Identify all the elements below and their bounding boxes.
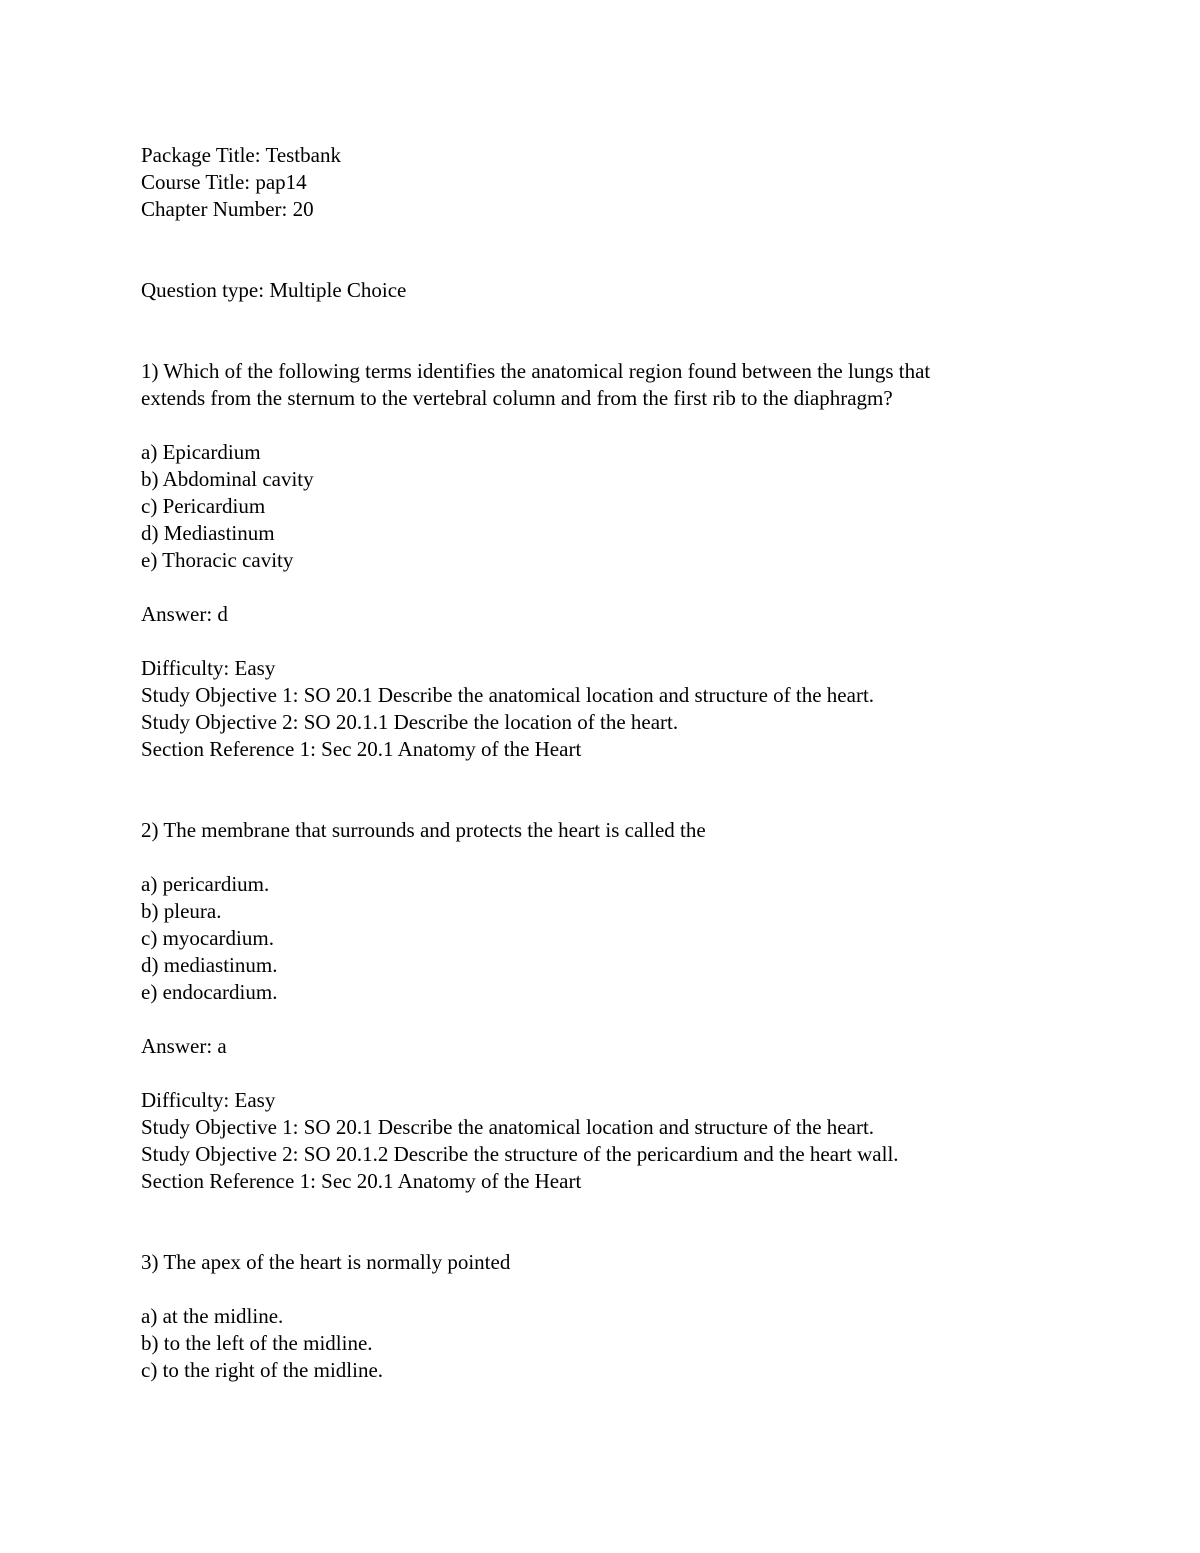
spacer	[141, 844, 1061, 871]
spacer	[141, 628, 1061, 655]
chapter-number: Chapter Number: 20	[141, 197, 314, 221]
package-title: Package Title: Testbank	[141, 143, 341, 167]
question-stem: extends from the sternum to the vertebral column and from the first rib to the diaphragm?	[141, 386, 893, 410]
difficulty: Difficulty: Easy	[141, 1088, 276, 1112]
question-2	[141, 817, 1061, 1195]
question-1	[141, 358, 1061, 763]
answer-option: d) Mediastinum	[141, 521, 275, 545]
spacer	[141, 763, 1061, 817]
study-objective-1: Study Objective 1: SO 20.1 Describe the anatomical location and structure of the heart.	[141, 1115, 875, 1139]
spacer	[141, 223, 1061, 277]
study-objective-2: Study Objective 2: SO 20.1.2 Describe the structure of the pericardium and the heart wall.	[141, 1142, 899, 1166]
answer-option: a) pericardium.	[141, 872, 270, 896]
question-type: Question type: Multiple Choice	[141, 278, 407, 302]
answer-option: c) to the right of the midline.	[141, 1358, 384, 1382]
answer-option: b) pleura.	[141, 899, 222, 923]
section-reference-1: Section Reference 1: Sec 20.1 Anatomy of the Heart	[141, 1169, 582, 1193]
question-stem: 3) The apex of the heart is normally pointed	[141, 1250, 511, 1274]
section-reference-1: Section Reference 1: Sec 20.1 Anatomy of the Heart	[141, 737, 582, 761]
answer-option: c) myocardium.	[141, 926, 274, 950]
spacer	[141, 1006, 1061, 1033]
answer-option: d) mediastinum.	[141, 953, 278, 977]
spacer	[141, 412, 1061, 439]
spacer	[141, 1276, 1061, 1303]
answer-option: e) endocardium.	[141, 980, 278, 1004]
answer-option: e) Thoracic cavity	[141, 548, 294, 572]
answer-key: Answer: a	[141, 1034, 227, 1058]
answer-option: a) Epicardium	[141, 440, 261, 464]
study-objective-2: Study Objective 2: SO 20.1.1 Describe the location of the heart.	[141, 710, 679, 734]
document-content	[141, 142, 1061, 1384]
course-title: Course Title: pap14	[141, 170, 307, 194]
question-3	[141, 1249, 1061, 1384]
answer-option: b) to the left of the midline.	[141, 1331, 373, 1355]
spacer	[141, 574, 1061, 601]
answer-option: a) at the midline.	[141, 1304, 284, 1328]
answer-option: b) Abdominal cavity	[141, 467, 314, 491]
spacer	[141, 1060, 1061, 1087]
spacer	[141, 304, 1061, 358]
study-objective-1: Study Objective 1: SO 20.1 Describe the anatomical location and structure of the heart.	[141, 683, 875, 707]
difficulty: Difficulty: Easy	[141, 656, 276, 680]
spacer	[141, 1195, 1061, 1249]
answer-option: c) Pericardium	[141, 494, 266, 518]
question-stem: 2) The membrane that surrounds and protects the heart is called the	[141, 818, 706, 842]
answer-key: Answer: d	[141, 602, 228, 626]
question-stem: 1) Which of the following terms identifies the anatomical region found between the lungs that	[141, 359, 931, 383]
